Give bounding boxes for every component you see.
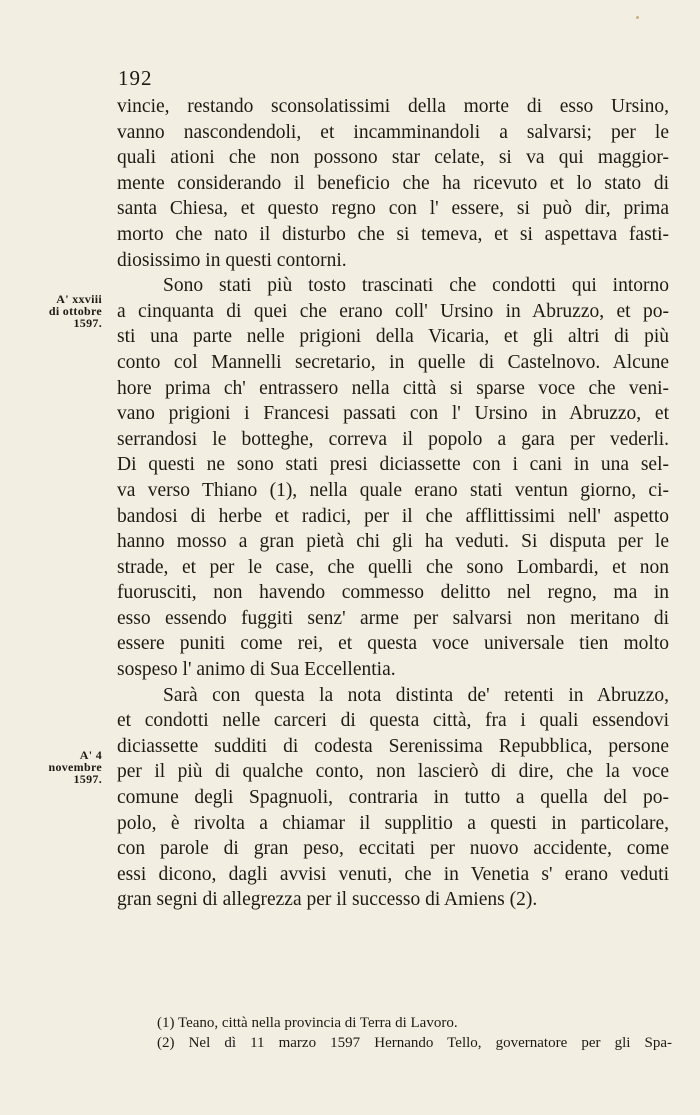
- text-line: va verso Thiano (1), nella quale erano stati ventun giorno, ci-: [117, 479, 669, 501]
- text-line: morto che nato il disturbo che si temeva, et si aspettava fasti-: [117, 223, 669, 245]
- text-line: essi dicono, dagli avvisi venuti, che in Venetia s' erano veduti: [117, 863, 669, 885]
- text-line: Di questi ne sono stati presi diciassette con i cani in una sel-: [117, 454, 669, 476]
- text-line: polo, è rivolta a chiamar il supplitio a questi in particolare,: [117, 812, 669, 834]
- text-line: santa Chiesa, et questo regno con l' essere, si può dir, prima: [117, 198, 669, 220]
- margin-note-line: A' xxviii: [56, 292, 102, 306]
- text-line: per il più di qualche conto, non lascierò di dire, che la voce: [117, 761, 669, 783]
- footnote: (1) Teano, città nella provincia di Terra di Lavoro.: [157, 1015, 458, 1031]
- text-line: vanno nascondendoli, et incamminandoli a salvarsi; per le: [117, 121, 669, 143]
- text-line: serrandosi le botteghe, correva il popolo a gara per vederli.: [117, 428, 669, 450]
- margin-note-date-october: [30, 293, 102, 329]
- footnote: (2) Nel dì 11 marzo 1597 Hernando Tello, governatore per gli Spa-: [157, 1035, 672, 1051]
- margin-note-date-november: [30, 749, 102, 785]
- text-line: conto col Mannelli secretario, in quelle di Castelnovo. Alcune: [117, 351, 669, 373]
- text-line: con parole di gran peso, eccitati per nuovo accidente, come: [117, 838, 669, 860]
- margin-note-line: A' 4: [79, 748, 102, 762]
- text-line: esso essendo fuggiti senz' arme per salvarsi non meritano di: [117, 607, 669, 629]
- page-number: 192: [118, 66, 153, 90]
- text-line: vincie, restando sconsolatissimi della morte di esso Ursino,: [117, 96, 669, 117]
- text-line: sti una parte nelle prigioni della Vicaria, et gli altri di più: [117, 326, 669, 348]
- text-line: quali ationi che non possono star celate, si va qui maggior-: [117, 147, 669, 169]
- body-text: [117, 94, 669, 913]
- text-line: strade, et per le case, che quelli che sono Lombardi, et non: [117, 556, 669, 578]
- text-line: sospeso l' animo di Sua Eccellentia.: [117, 659, 396, 681]
- text-line: hanno mosso a gran pietà chi gli ha veduti. Si disputa per le: [117, 531, 669, 553]
- paragraph-start-line: Sarà con questa la nota distinta de' retenti in Abruzzo,: [163, 684, 669, 706]
- text-line: fuorusciti, non havendo commesso delitto nel regno, ma in: [117, 582, 669, 604]
- text-line: diciassette sudditi di codesta Serenissima Repubblica, persone: [117, 735, 669, 757]
- text-line: vano prigioni i Francesi passati con l' Ursino in Abruzzo, et: [117, 403, 669, 425]
- text-line: et condotti nelle carceri di questa città, fra i quali essendovi: [117, 710, 669, 732]
- margin-note-line: novembre: [48, 760, 102, 774]
- text-line: bandosi di herbe et radici, per il che afflittissimi nell' aspetto: [117, 505, 669, 527]
- text-line: essere puniti come rei, et questa voce universale tien molto: [117, 633, 669, 655]
- text-line: mente considerando il beneficio che ha ricevuto et lo stato di: [117, 172, 669, 194]
- paragraph-start-line: Sono stati più tosto trascinati che condotti qui intorno: [163, 275, 669, 297]
- text-line: a cinquanta di quei che erano coll' Ursino in Abruzzo, et po-: [117, 300, 669, 322]
- text-line: hore prima ch' entrassero nella città si sparse voce che veni-: [117, 377, 669, 399]
- footnotes: [157, 1013, 672, 1053]
- text-line: gran segni di allegrezza per il successo di Amiens (2).: [117, 889, 538, 911]
- margin-note-line: 1597.: [73, 316, 102, 330]
- text-line: diosissimo in questi contorni.: [117, 249, 347, 271]
- margin-note-line: di ottobre: [48, 304, 102, 318]
- paper-speck: [636, 16, 639, 19]
- text-line: comune degli Spagnuoli, contraria in tutto a quella del po-: [117, 787, 669, 809]
- margin-note-line: 1597.: [73, 772, 102, 786]
